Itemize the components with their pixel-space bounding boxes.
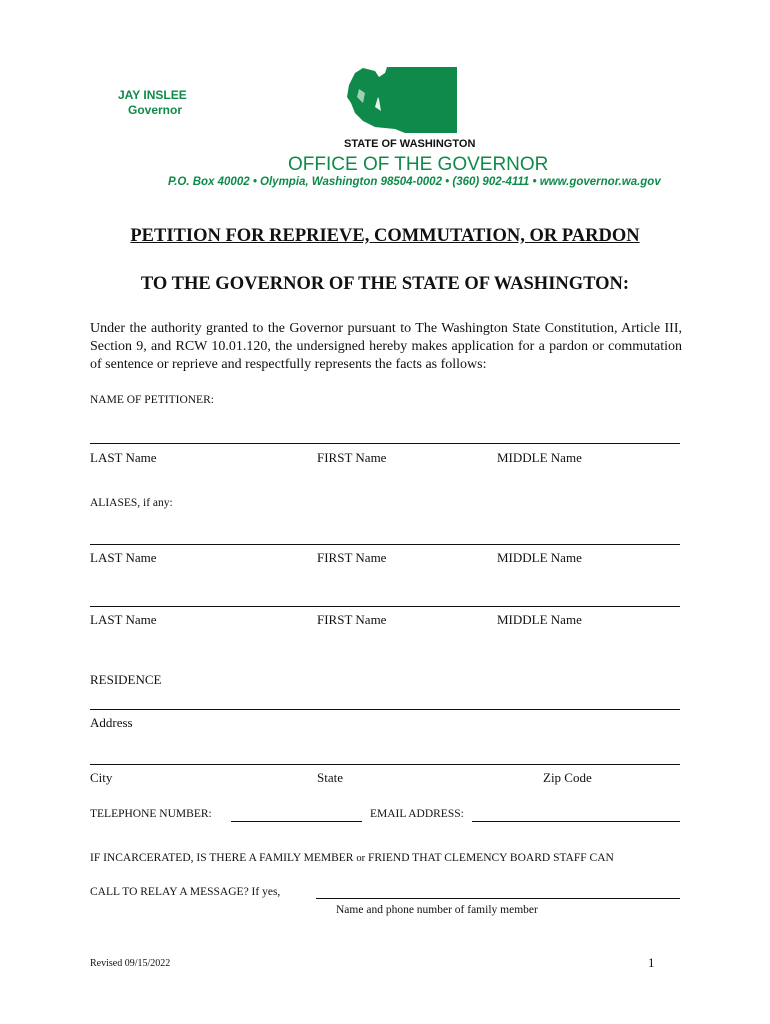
alias-1-first-label: FIRST Name <box>317 550 387 565</box>
address-line-field[interactable] <box>90 709 680 710</box>
governor-name: JAY INSLEE <box>118 88 187 102</box>
washington-state-seal-map-icon <box>345 63 460 135</box>
city-state-zip-line[interactable] <box>90 764 680 765</box>
zip-label: Zip Code <box>543 770 592 785</box>
city-label: City <box>90 770 113 785</box>
incarcerated-question-line1 <box>90 852 614 864</box>
page-title: PETITION FOR REPRIEVE, COMMUTATION, OR PARDON <box>130 226 640 246</box>
state-label: State <box>317 770 343 785</box>
alias-2-first-label: FIRST Name <box>317 612 387 627</box>
address-line: P.O. Box 40002 • Olympia, Washington 98504-0002 • (360) 902-4111 • www.governor.wa.gov <box>168 176 661 188</box>
letterhead <box>110 60 660 195</box>
aliases-label: ALIASES, if any: <box>90 497 173 509</box>
incarcerated-question-line2: CALL TO RELAY A MESSAGE? If yes, <box>90 886 281 898</box>
alias-1-last-label: LAST Name <box>90 550 157 565</box>
governor-title: Governor <box>128 103 183 117</box>
email-label: EMAIL ADDRESS: <box>370 808 464 820</box>
alias-1-line[interactable] <box>90 544 680 545</box>
petitioner-last-label: LAST Name <box>90 450 157 465</box>
incarcerated-question-part-b: FRIEND THAT CLEMENCY BOARD STAFF CAN <box>367 852 614 864</box>
incarcerated-question-part-a: IF INCARCERATED, IS THERE A FAMILY MEMBER <box>90 852 354 864</box>
page-subtitle: TO THE GOVERNOR OF THE STATE OF WASHINGTON: <box>140 274 630 294</box>
intro-paragraph: Under the authority granted to the Governor pursuant to The Washington State Constitution, Article III, Section 9, and RCW 10.01.120, the undersigned hereby makes application for a pardon or commutation of sentence or reprieve and respectfully represents the facts as follows: <box>90 321 682 372</box>
petitioner-first-label: FIRST Name <box>317 450 387 465</box>
alias-2-middle-label: MIDDLE Name <box>497 612 582 627</box>
incarcerated-question-or: or <box>356 853 366 864</box>
family-member-field[interactable] <box>316 898 680 899</box>
petitioner-label: NAME OF PETITIONER: <box>90 394 214 406</box>
page-number: 1 <box>648 955 655 970</box>
state-line: STATE OF WASHINGTON <box>344 138 476 150</box>
address-label: Address <box>90 715 133 730</box>
residence-label: RESIDENCE <box>90 672 162 687</box>
alias-1-middle-label: MIDDLE Name <box>497 550 582 565</box>
office-name: OFFICE OF THE GOVERNOR <box>288 154 549 175</box>
petitioner-name-line[interactable] <box>90 443 680 444</box>
alias-2-last-label: LAST Name <box>90 612 157 627</box>
revised-date: Revised 09/15/2022 <box>90 958 171 969</box>
email-field[interactable] <box>472 821 680 822</box>
family-member-caption: Name and phone number of family member <box>336 904 538 916</box>
telephone-field[interactable] <box>231 821 362 822</box>
alias-2-line[interactable] <box>90 606 680 607</box>
telephone-label: TELEPHONE NUMBER: <box>90 808 212 820</box>
petitioner-middle-label: MIDDLE Name <box>497 450 582 465</box>
